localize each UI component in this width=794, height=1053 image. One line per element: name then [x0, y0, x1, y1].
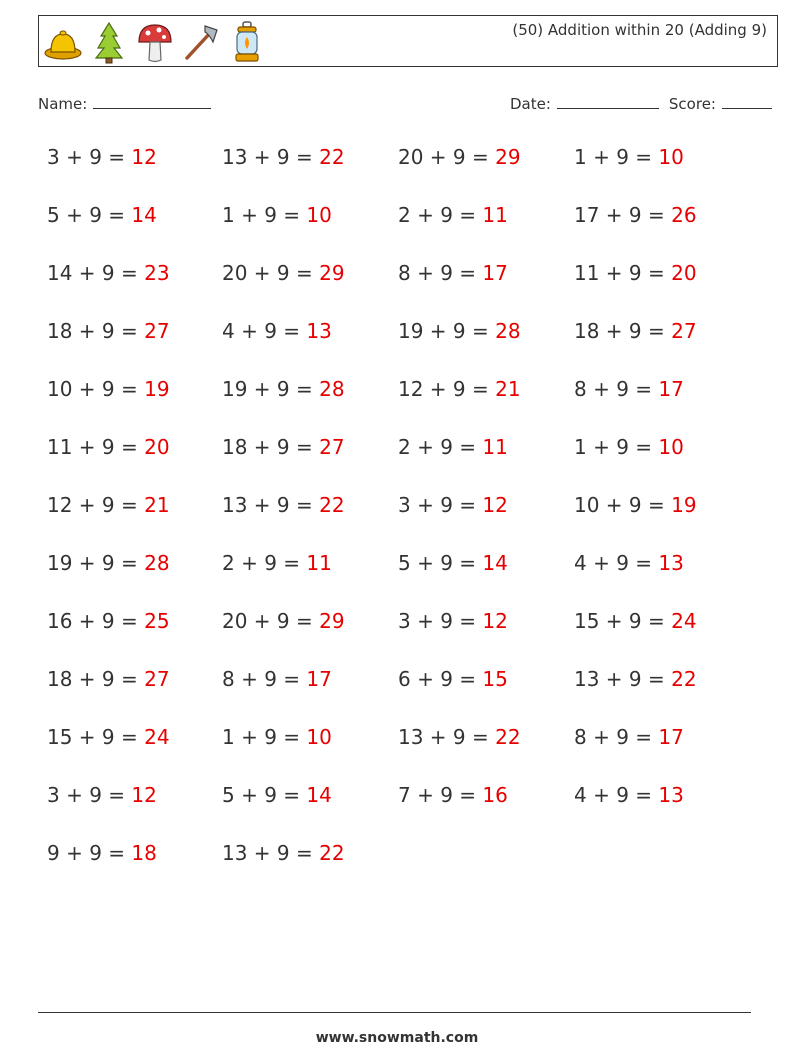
problem-item	[47, 609, 170, 633]
problem-row	[47, 435, 757, 493]
problem-row	[47, 203, 757, 261]
problem-answer: 27	[671, 319, 697, 343]
problem-item	[398, 203, 508, 227]
problem-answer: 10	[306, 203, 332, 227]
problem-expression: 19 + 9 =	[398, 319, 496, 343]
problem-item	[47, 783, 157, 807]
mushroom-icon	[135, 20, 175, 64]
problem-answer: 18	[131, 841, 157, 865]
problem-answer: 12	[131, 783, 157, 807]
problem-answer: 27	[144, 319, 170, 343]
problem-item	[47, 203, 157, 227]
problem-expression: 8 + 9 =	[574, 725, 659, 749]
problem-item	[574, 435, 684, 459]
problem-row	[47, 145, 757, 203]
problem-expression: 13 + 9 =	[222, 493, 320, 517]
worksheet-header	[38, 15, 778, 67]
problem-answer: 19	[144, 377, 170, 401]
problem-answer: 16	[482, 783, 508, 807]
problem-expression: 3 + 9 =	[398, 609, 483, 633]
problem-item	[574, 377, 684, 401]
problem-answer: 15	[482, 667, 508, 691]
problem-item	[222, 203, 332, 227]
problem-row	[47, 261, 757, 319]
footer-divider	[38, 1012, 751, 1013]
problem-expression: 19 + 9 =	[47, 551, 145, 575]
problem-answer: 22	[319, 493, 345, 517]
problem-expression: 13 + 9 =	[574, 667, 672, 691]
problem-expression: 2 + 9 =	[398, 435, 483, 459]
problem-expression: 2 + 9 =	[398, 203, 483, 227]
problem-row	[47, 783, 757, 841]
problem-item	[574, 609, 697, 633]
problem-item	[398, 377, 521, 401]
problem-expression: 12 + 9 =	[398, 377, 496, 401]
problem-expression: 10 + 9 =	[47, 377, 145, 401]
pine-tree-icon	[89, 20, 129, 64]
problem-answer: 11	[482, 203, 508, 227]
problem-row	[47, 493, 757, 551]
name-field	[38, 94, 211, 113]
problem-item	[574, 203, 697, 227]
problem-answer: 28	[495, 319, 521, 343]
problem-answer: 14	[306, 783, 332, 807]
problem-answer: 11	[306, 551, 332, 575]
problem-expression: 13 + 9 =	[222, 145, 320, 169]
problem-expression: 20 + 9 =	[222, 609, 320, 633]
problem-answer: 10	[306, 725, 332, 749]
problem-expression: 8 + 9 =	[222, 667, 307, 691]
problem-item	[222, 667, 332, 691]
problem-expression: 8 + 9 =	[398, 261, 483, 285]
problem-expression: 11 + 9 =	[574, 261, 672, 285]
problem-expression: 1 + 9 =	[222, 725, 307, 749]
problem-expression: 12 + 9 =	[47, 493, 145, 517]
problem-item	[47, 841, 157, 865]
problem-answer: 14	[482, 551, 508, 575]
problem-item	[574, 551, 684, 575]
problem-answer: 22	[495, 725, 521, 749]
problem-expression: 13 + 9 =	[222, 841, 320, 865]
problem-expression: 15 + 9 =	[47, 725, 145, 749]
problem-answer: 29	[319, 261, 345, 285]
problem-item	[574, 783, 684, 807]
problem-answer: 12	[482, 609, 508, 633]
problem-answer: 21	[495, 377, 521, 401]
problem-expression: 13 + 9 =	[398, 725, 496, 749]
score-blank[interactable]	[722, 94, 772, 109]
worksheet-title: (50) Addition within 20 (Adding 9)	[512, 21, 767, 39]
footer-url: www.snowmath.com	[315, 1030, 479, 1046]
problem-answer: 29	[495, 145, 521, 169]
problem-answer: 20	[671, 261, 697, 285]
problem-answer: 11	[482, 435, 508, 459]
problem-item	[398, 667, 508, 691]
problem-expression: 3 + 9 =	[398, 493, 483, 517]
problem-expression: 4 + 9 =	[222, 319, 307, 343]
problem-item	[574, 145, 684, 169]
axe-icon	[181, 20, 221, 64]
problem-expression: 20 + 9 =	[222, 261, 320, 285]
problem-row	[47, 841, 757, 899]
problem-answer: 17	[658, 377, 684, 401]
problem-answer: 28	[319, 377, 345, 401]
problem-item	[398, 435, 508, 459]
problem-item	[47, 667, 170, 691]
problem-item	[47, 319, 170, 343]
problem-item	[398, 261, 508, 285]
problem-expression: 18 + 9 =	[47, 667, 145, 691]
problem-item	[47, 261, 170, 285]
problem-answer: 14	[131, 203, 157, 227]
problem-answer: 10	[658, 435, 684, 459]
problem-expression: 18 + 9 =	[574, 319, 672, 343]
problem-expression: 4 + 9 =	[574, 783, 659, 807]
problem-expression: 10 + 9 =	[574, 493, 672, 517]
problem-answer: 12	[131, 145, 157, 169]
problem-item	[222, 493, 345, 517]
problem-answer: 24	[144, 725, 170, 749]
problem-answer: 17	[306, 667, 332, 691]
problem-expression: 15 + 9 =	[574, 609, 672, 633]
problem-expression: 11 + 9 =	[47, 435, 145, 459]
date-label: Date:	[510, 95, 551, 113]
name-label: Name:	[38, 95, 88, 113]
problem-item	[574, 261, 697, 285]
problem-row	[47, 667, 757, 725]
problem-answer: 22	[319, 841, 345, 865]
problem-expression: 9 + 9 =	[47, 841, 132, 865]
problem-item	[574, 725, 684, 749]
problem-expression: 5 + 9 =	[222, 783, 307, 807]
problem-answer: 12	[482, 493, 508, 517]
problem-item	[222, 725, 332, 749]
problem-answer: 13	[306, 319, 332, 343]
problem-answer: 19	[671, 493, 697, 517]
problem-expression: 1 + 9 =	[222, 203, 307, 227]
problem-expression: 1 + 9 =	[574, 435, 659, 459]
problem-expression: 2 + 9 =	[222, 551, 307, 575]
problem-item	[574, 319, 697, 343]
problem-answer: 17	[658, 725, 684, 749]
problem-item	[222, 609, 345, 633]
problem-answer: 13	[658, 551, 684, 575]
problem-item	[47, 377, 170, 401]
date-score-fields	[510, 94, 772, 113]
problem-expression: 14 + 9 =	[47, 261, 145, 285]
problem-grid	[47, 145, 757, 899]
problem-item	[398, 493, 508, 517]
problem-item	[398, 319, 521, 343]
problem-item	[47, 145, 157, 169]
problem-answer: 29	[319, 609, 345, 633]
problem-row	[47, 551, 757, 609]
problem-answer: 26	[671, 203, 697, 227]
problem-row	[47, 377, 757, 435]
problem-answer: 20	[144, 435, 170, 459]
problem-item	[222, 435, 345, 459]
problem-row	[47, 609, 757, 667]
problem-expression: 18 + 9 =	[222, 435, 320, 459]
problem-item	[222, 145, 345, 169]
problem-item	[398, 551, 508, 575]
problem-answer: 22	[671, 667, 697, 691]
problem-answer: 27	[144, 667, 170, 691]
problem-answer: 21	[144, 493, 170, 517]
problem-item	[47, 493, 170, 517]
problem-expression: 16 + 9 =	[47, 609, 145, 633]
name-blank[interactable]	[93, 94, 211, 109]
problem-item	[398, 145, 521, 169]
problem-expression: 8 + 9 =	[574, 377, 659, 401]
problem-answer: 17	[482, 261, 508, 285]
problem-expression: 17 + 9 =	[574, 203, 672, 227]
lantern-icon	[227, 20, 267, 64]
problem-answer: 25	[144, 609, 170, 633]
problem-item	[398, 725, 521, 749]
problem-expression: 18 + 9 =	[47, 319, 145, 343]
problem-item	[222, 783, 332, 807]
problem-answer: 13	[658, 783, 684, 807]
problem-item	[222, 841, 345, 865]
problem-expression: 1 + 9 =	[574, 145, 659, 169]
problem-answer: 23	[144, 261, 170, 285]
date-blank[interactable]	[557, 94, 659, 109]
problem-expression: 7 + 9 =	[398, 783, 483, 807]
problem-expression: 3 + 9 =	[47, 145, 132, 169]
header-icons	[43, 20, 267, 64]
problem-item	[222, 551, 332, 575]
problem-expression: 3 + 9 =	[47, 783, 132, 807]
problem-answer: 28	[144, 551, 170, 575]
hat-icon	[43, 20, 83, 64]
problem-answer: 10	[658, 145, 684, 169]
problem-row	[47, 725, 757, 783]
problem-item	[398, 783, 508, 807]
problem-expression: 20 + 9 =	[398, 145, 496, 169]
problem-expression: 5 + 9 =	[398, 551, 483, 575]
problem-answer: 24	[671, 609, 697, 633]
problem-item	[574, 667, 697, 691]
problem-item	[47, 725, 170, 749]
problem-expression: 5 + 9 =	[47, 203, 132, 227]
problem-item	[222, 319, 332, 343]
problem-expression: 4 + 9 =	[574, 551, 659, 575]
problem-item	[222, 261, 345, 285]
score-label: Score:	[668, 95, 716, 113]
problem-item	[222, 377, 345, 401]
problem-expression: 19 + 9 =	[222, 377, 320, 401]
problem-answer: 22	[319, 145, 345, 169]
problem-expression: 6 + 9 =	[398, 667, 483, 691]
problem-item	[398, 609, 508, 633]
problem-item	[574, 493, 697, 517]
problem-item	[47, 551, 170, 575]
problem-row	[47, 319, 757, 377]
problem-answer: 27	[319, 435, 345, 459]
problem-item	[47, 435, 170, 459]
